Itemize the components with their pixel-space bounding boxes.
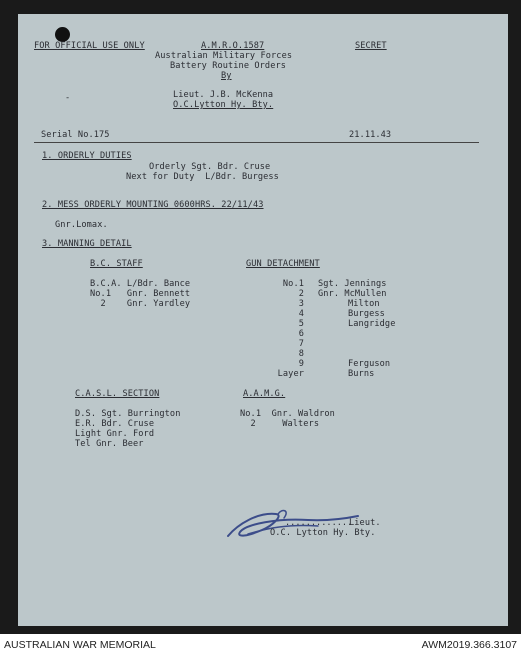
serial-number: Serial No.175 bbox=[41, 130, 110, 140]
gun-number: 9 bbox=[298, 359, 304, 369]
header-line-1: Australian Military Forces bbox=[155, 51, 293, 61]
section-3-heading: 3. MANNING DETAIL bbox=[42, 239, 132, 249]
signature-unit: O.C. Lytton Hy. Bty. bbox=[270, 528, 376, 538]
gun-number: 2 bbox=[298, 289, 304, 299]
footer-credit: AUSTRALIAN WAR MEMORIAL bbox=[4, 639, 156, 651]
gun-number: 6 bbox=[298, 329, 304, 339]
aamg-row: No.1 Gnr. Waldron bbox=[240, 409, 335, 419]
officer-name: Lieut. J.B. McKenna bbox=[173, 90, 274, 100]
section-1-line-1: Orderly Sgt. Bdr. Cruse bbox=[149, 162, 271, 172]
aamg-row: 2 Walters bbox=[240, 419, 320, 429]
section-1-line-2: Next for Duty L/Bdr. Burgess bbox=[126, 172, 279, 182]
gun-number: 5 bbox=[298, 319, 304, 329]
casl-title: C.A.S.L. SECTION bbox=[75, 389, 160, 399]
gun-name: Langridge bbox=[348, 319, 396, 329]
gun-number: 7 bbox=[298, 339, 304, 349]
gun-name: Sgt. Jennings bbox=[318, 279, 387, 289]
casl-row: Tel Gnr. Beer bbox=[75, 439, 144, 449]
header-line-2: Battery Routine Orders bbox=[170, 61, 287, 71]
casl-row: E.R. Bdr. Cruse bbox=[75, 419, 155, 429]
footer-accession: AWM2019.366.3107 bbox=[421, 639, 517, 651]
dash-mark: - bbox=[65, 93, 71, 103]
document-page bbox=[18, 14, 508, 626]
section-2-line-1: Gnr.Lomax. bbox=[55, 220, 108, 230]
bc-staff-title: B.C. STAFF bbox=[90, 259, 143, 269]
gun-number: Layer bbox=[277, 369, 304, 379]
gun-name: Burgess bbox=[348, 309, 385, 319]
section-1-heading: 1. ORDERLY DUTIES bbox=[42, 151, 132, 161]
gun-name: Milton bbox=[348, 299, 380, 309]
classification-right: SECRET bbox=[355, 41, 387, 51]
casl-row: D.S. Sgt. Burrington bbox=[75, 409, 181, 419]
signature-dots: ............. bbox=[285, 518, 353, 528]
casl-row: Light Gnr. Ford bbox=[75, 429, 155, 439]
gun-name: Burns bbox=[348, 369, 375, 379]
bc-staff-row: B.C.A. L/Bdr. Bance bbox=[90, 279, 191, 289]
serial-date: 21.11.43 bbox=[349, 130, 392, 140]
aamg-title: A.A.M.G. bbox=[243, 389, 286, 399]
header-line-3: By bbox=[221, 71, 232, 81]
order-reference: A.M.R.O.1587 bbox=[201, 41, 265, 51]
bc-staff-row: 2 Gnr. Yardley bbox=[90, 299, 191, 309]
gun-name: Ferguson bbox=[348, 359, 391, 369]
gun-number: 4 bbox=[298, 309, 304, 319]
gun-number: 3 bbox=[298, 299, 304, 309]
officer-unit: O.C.Lytton Hy. Bty. bbox=[173, 100, 274, 110]
gun-name: Gnr. McMullen bbox=[318, 289, 387, 299]
gun-detachment-title: GUN DETACHMENT bbox=[246, 259, 320, 269]
gun-number: No.1 bbox=[282, 279, 304, 289]
section-2-heading: 2. MESS ORDERLY MOUNTING 0600HRS. 22/11/43 bbox=[42, 200, 264, 210]
punch-hole bbox=[55, 27, 70, 42]
signature-rank: Lieut. bbox=[349, 518, 381, 528]
bc-staff-row: No.1 Gnr. Bennett bbox=[90, 289, 191, 299]
divider-line bbox=[34, 142, 479, 143]
classification-left: FOR OFFICIAL USE ONLY bbox=[34, 41, 145, 51]
gun-number: 8 bbox=[298, 349, 304, 359]
